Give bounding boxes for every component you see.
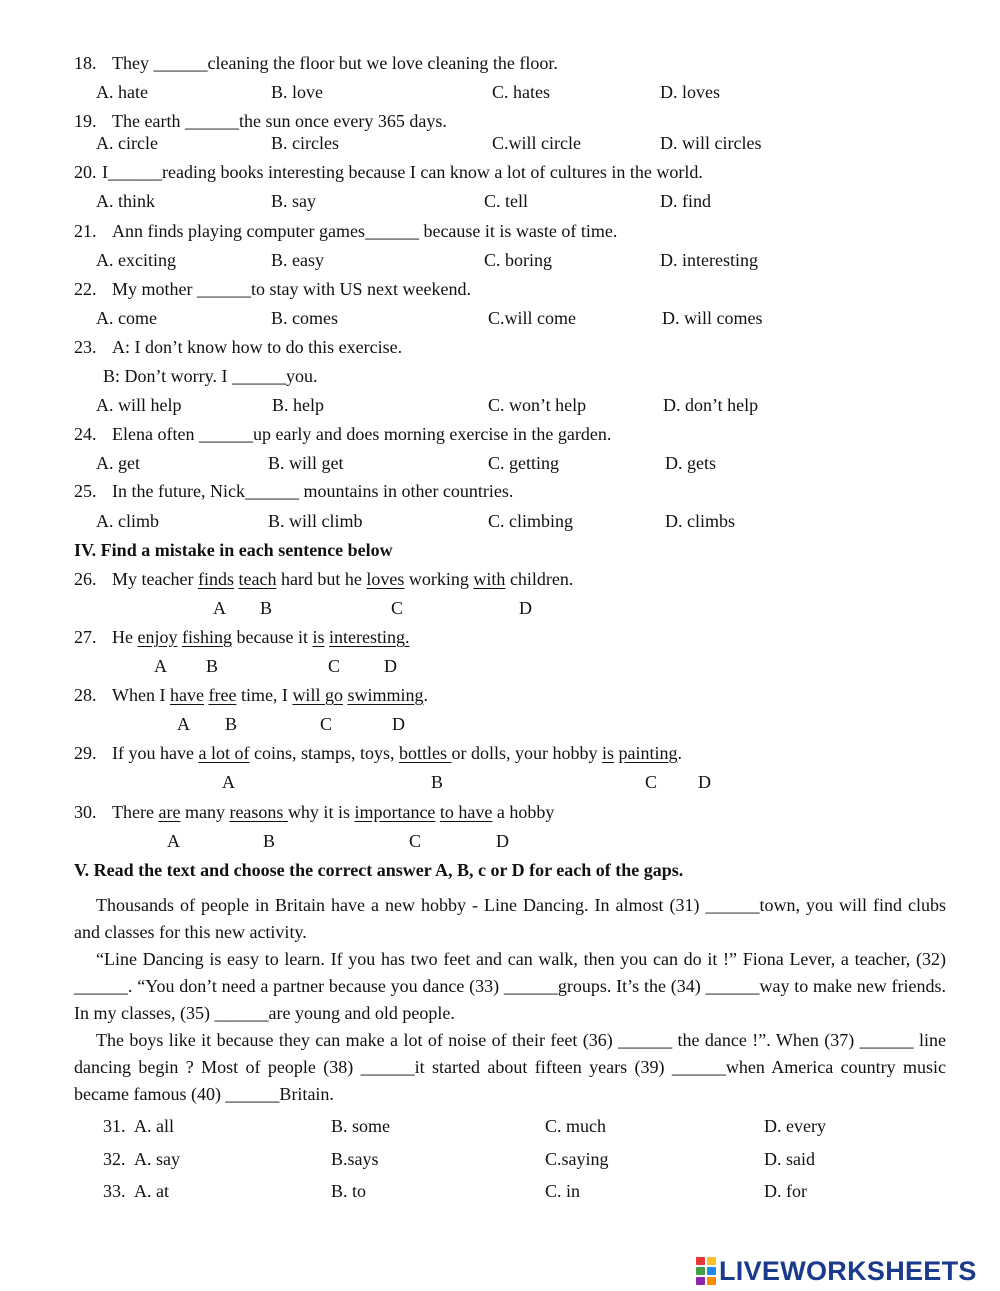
choice-label-c[interactable]: C: [328, 656, 341, 676]
logo-square: [707, 1257, 716, 1265]
question-number: 23.: [74, 337, 97, 357]
option-a[interactable]: A. say: [134, 1149, 180, 1169]
option-c[interactable]: C. in: [545, 1181, 581, 1201]
reading-paragraph-2: “Line Dancing is easy to learn. If you has two feet and can walk, then you can do it !” Fiona Lever, a teacher, (32) ______. “You don’t need a partner because you dance (33) ______groups. It’s the (34) ______way to make new friends. In my classes, (35) ______are young and old people.: [74, 949, 946, 1023]
logo-square: [696, 1267, 705, 1275]
option-b[interactable]: B. love: [271, 82, 323, 102]
option-d[interactable]: D. loves: [660, 82, 720, 102]
option-d[interactable]: D. said: [764, 1149, 815, 1169]
option-d[interactable]: D. every: [764, 1116, 826, 1136]
choice-label-a[interactable]: A: [222, 772, 235, 792]
option-d[interactable]: D. will comes: [662, 308, 763, 328]
choice-label-d[interactable]: D: [384, 656, 397, 676]
option-b[interactable]: B. some: [331, 1116, 391, 1136]
question-number: 33.: [103, 1181, 126, 1201]
option-b[interactable]: B. easy: [271, 250, 324, 270]
option-b[interactable]: B. circles: [271, 133, 339, 153]
question-sentence: He enjoy fishing because it is interesting.: [112, 627, 410, 647]
option-a[interactable]: A. hate: [96, 82, 148, 102]
choice-label-c[interactable]: C: [391, 598, 404, 618]
underlined-part-b[interactable]: teach: [238, 569, 277, 589]
option-d[interactable]: D. don’t help: [663, 395, 759, 415]
question-stem: In the future, Nick______ mountains in other countries.: [112, 481, 514, 501]
option-d[interactable]: D. for: [764, 1181, 807, 1201]
option-b[interactable]: B.says: [331, 1149, 379, 1169]
option-a[interactable]: A. come: [96, 308, 157, 328]
option-a[interactable]: A. circle: [96, 133, 158, 153]
choice-label-d[interactable]: D: [392, 714, 405, 734]
option-b[interactable]: B. to: [331, 1181, 367, 1201]
question-number: 22.: [74, 279, 97, 299]
underlined-part-d[interactable]: painting: [618, 743, 678, 763]
question-sentence: My teacher finds teach hard but he loves working with children.: [112, 569, 574, 589]
logo-square: [696, 1257, 705, 1265]
underlined-part-d[interactable]: with: [473, 569, 506, 589]
option-c[interactable]: C.saying: [545, 1149, 609, 1169]
option-c[interactable]: C. won’t help: [488, 395, 587, 415]
underlined-part-a[interactable]: a lot of: [198, 743, 250, 763]
question-number: 27.: [74, 627, 97, 647]
underlined-part-a[interactable]: enjoy: [137, 627, 178, 647]
choice-label-b[interactable]: B: [431, 772, 444, 792]
liveworksheets-logo[interactable]: [696, 1255, 977, 1287]
option-c[interactable]: C.will come: [488, 308, 576, 328]
underlined-part-b[interactable]: fishing: [182, 627, 233, 647]
option-a[interactable]: A. at: [134, 1181, 169, 1201]
question-number: 26.: [74, 569, 97, 589]
underlined-part-a[interactable]: have: [169, 685, 204, 705]
question-stem: My mother ______to stay with US next weekend.: [112, 279, 471, 299]
question-number: 19.: [74, 111, 97, 131]
option-d[interactable]: D. find: [660, 191, 711, 211]
question-number: 28.: [74, 685, 97, 705]
option-b[interactable]: B. will climb: [268, 511, 363, 531]
option-d[interactable]: D. interesting: [660, 250, 758, 270]
choice-label-a[interactable]: A: [167, 831, 180, 851]
question-sentence: If you have a lot of coins, stamps, toys, bottles or dolls, your hobby is painting.: [112, 743, 682, 763]
choice-label-d[interactable]: D: [698, 772, 711, 792]
option-c[interactable]: C.will circle: [492, 133, 581, 153]
question-stem-line-1: A: I don’t know how to do this exercise.: [112, 337, 403, 357]
underlined-part-d[interactable]: interesting.: [329, 627, 410, 647]
choice-label-b[interactable]: B: [263, 831, 276, 851]
choice-label-a[interactable]: A: [177, 714, 190, 734]
section-heading: IV. Find a mistake in each sentence below: [74, 540, 393, 560]
question-number: 21.: [74, 221, 97, 241]
option-a[interactable]: A. get: [96, 453, 140, 473]
option-c[interactable]: C. much: [545, 1116, 606, 1136]
question-number: 31.: [103, 1116, 126, 1136]
option-d[interactable]: D. will circles: [660, 133, 762, 153]
question-stem: The earth ______the sun once every 365 days.: [112, 111, 447, 131]
underlined-part-c[interactable]: is: [601, 743, 614, 763]
option-a[interactable]: A. all: [134, 1116, 174, 1136]
underlined-part-c[interactable]: importance: [354, 802, 436, 822]
option-b[interactable]: B. say: [271, 191, 316, 211]
option-a[interactable]: A. exciting: [96, 250, 176, 270]
underlined-part-b[interactable]: bottles: [398, 743, 452, 763]
option-b[interactable]: B. help: [272, 395, 324, 415]
choice-label-b[interactable]: B: [206, 656, 219, 676]
question-stem: I______reading books interesting because I can know a lot of cultures in the world.: [102, 162, 703, 182]
question-number: 24.: [74, 424, 97, 444]
choice-label-c[interactable]: C: [320, 714, 333, 734]
underlined-part-a[interactable]: finds: [197, 569, 234, 589]
underlined-part-b[interactable]: reasons: [229, 802, 288, 822]
question-stem-line-2: B: Don’t worry. I ______you.: [103, 366, 318, 386]
logo-square: [707, 1277, 716, 1285]
underlined-part-c[interactable]: is: [312, 627, 325, 647]
choice-label-c[interactable]: C: [645, 772, 658, 792]
logo-square: [696, 1277, 705, 1285]
question-stem: Ann finds playing computer games______ because it is waste of time.: [112, 221, 618, 241]
option-c[interactable]: C. boring: [484, 250, 553, 270]
logo-text: LIVEWORKSHEETS: [719, 1255, 977, 1286]
question-number: 18.: [74, 53, 97, 73]
underlined-part-c[interactable]: will go: [292, 685, 343, 705]
option-a[interactable]: A. climb: [96, 511, 159, 531]
option-a[interactable]: A. think: [96, 191, 156, 211]
question-stem: They ______cleaning the floor but we love cleaning the floor.: [112, 53, 558, 73]
option-b[interactable]: B. comes: [271, 308, 338, 328]
reading-paragraph-1: Thousands of people in Britain have a new hobby - Line Dancing. In almost (31) ______town, you will find clubs and classes for this new activity.: [74, 895, 946, 942]
logo-grid-icon: [696, 1257, 716, 1285]
option-b[interactable]: B. will get: [268, 453, 344, 473]
question-number: 29.: [74, 743, 97, 763]
option-d[interactable]: D. climbs: [665, 511, 735, 531]
question-sentence: There are many reasons why it is importance to have a hobby: [112, 802, 555, 822]
option-c[interactable]: C. climbing: [488, 511, 573, 531]
question-sentence: When I have free time, I will go swimming.: [112, 685, 428, 705]
logo-square: [707, 1267, 716, 1275]
underlined-part-d[interactable]: swimming: [347, 685, 424, 705]
reading-paragraph-3: The boys like it because they can make a lot of noise of their feet (36) ______ the dance !”. When (37) ______ line dancing begin ? Most of people (38) ______it started about fifteen years (39) ______when America country music became famous (40) ______Britain.: [74, 1030, 946, 1104]
option-c[interactable]: C. hates: [492, 82, 550, 102]
section-heading: V. Read the text and choose the correct answer A, B, c or D for each of the gaps.: [74, 860, 684, 880]
underlined-part-c[interactable]: loves: [366, 569, 405, 589]
option-d[interactable]: D. gets: [665, 453, 716, 473]
underlined-part-b[interactable]: free: [208, 685, 237, 705]
underlined-part-a[interactable]: are: [158, 802, 181, 822]
option-c[interactable]: C. getting: [488, 453, 559, 473]
underlined-part-d[interactable]: to have: [439, 802, 493, 822]
choice-label-c[interactable]: C: [409, 831, 422, 851]
option-a[interactable]: A. will help: [96, 395, 182, 415]
question-number: 25.: [74, 481, 97, 501]
choice-label-d[interactable]: D: [496, 831, 509, 851]
question-number: 32.: [103, 1149, 126, 1169]
question-number: 30.: [74, 802, 97, 822]
choice-label-b[interactable]: B: [225, 714, 238, 734]
choice-label-b[interactable]: B: [260, 598, 273, 618]
choice-label-a[interactable]: A: [154, 656, 167, 676]
choice-label-d[interactable]: D: [519, 598, 532, 618]
question-stem: Elena often ______up early and does morning exercise in the garden.: [112, 424, 612, 444]
question-number: 20.: [74, 162, 97, 182]
option-c[interactable]: C. tell: [484, 191, 528, 211]
choice-label-a[interactable]: A: [213, 598, 226, 618]
